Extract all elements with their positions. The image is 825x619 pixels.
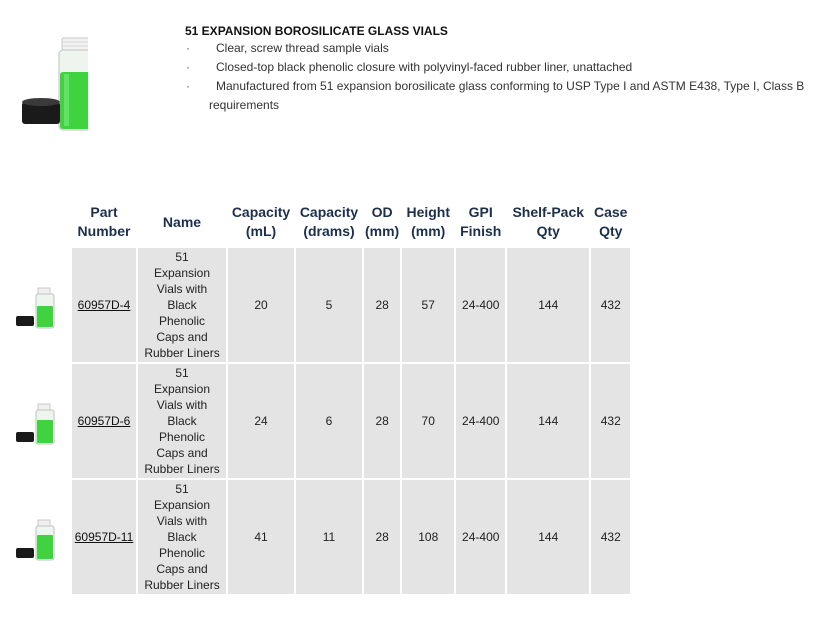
- capacity-drams-cell: 5: [296, 248, 362, 362]
- vial-with-cap-icon: [18, 30, 88, 132]
- bullet-icon: ·: [186, 41, 190, 55]
- part-number-link[interactable]: 60957D-11: [74, 530, 134, 544]
- table-row: [72, 248, 630, 362]
- height-cell: 108: [402, 480, 454, 594]
- shelf-pack-cell: 144: [507, 364, 589, 478]
- bullet-icon: ·: [186, 60, 190, 74]
- capacity-drams-cell: 11: [296, 480, 362, 594]
- col-gpi-finish: GPI Finish: [456, 198, 505, 246]
- product-intro: [185, 23, 815, 115]
- vial-thumbnail: [12, 516, 62, 564]
- shelf-pack-cell: 144: [507, 248, 589, 362]
- feature-list: [185, 39, 815, 115]
- col-od: OD (mm): [364, 198, 400, 246]
- vial-with-cap-icon: [12, 400, 62, 448]
- case-qty-cell: 432: [591, 248, 630, 362]
- table-row: [72, 480, 630, 594]
- vial-with-cap-icon: [12, 284, 62, 332]
- feature-item: · Clear, screw thread sample vials: [185, 39, 815, 58]
- col-part-number: Part Number: [72, 198, 136, 246]
- vial-with-cap-icon: [12, 516, 62, 564]
- height-cell: 57: [402, 248, 454, 362]
- capacity-ml-cell: 20: [228, 248, 294, 362]
- product-table: [70, 196, 632, 596]
- table-row: [72, 364, 630, 478]
- part-number-link[interactable]: 60957D-6: [77, 414, 131, 428]
- capacity-drams-cell: 6: [296, 364, 362, 478]
- gpi-finish-cell: 24-400: [456, 248, 505, 362]
- col-name: Name: [138, 198, 226, 246]
- product-title: 51 EXPANSION BOROSILICATE GLASS VIALS: [185, 24, 448, 38]
- capacity-ml-cell: 24: [228, 364, 294, 478]
- od-cell: 28: [364, 248, 400, 362]
- product-hero-image: [18, 30, 88, 132]
- capacity-ml-cell: 41: [228, 480, 294, 594]
- feature-item: · Manufactured from 51 expansion borosilicate glass conforming to USP Type I and ASTM E438, Type I, Class B requirements: [186, 79, 805, 112]
- vial-thumbnail: [12, 400, 62, 448]
- height-cell: 70: [402, 364, 454, 478]
- col-capacity-ml: Capacity (mL): [228, 198, 294, 246]
- col-capacity-drams: Capacity (drams): [296, 198, 362, 246]
- part-number-cell: [72, 364, 136, 478]
- gpi-finish-cell: 24-400: [456, 480, 505, 594]
- col-case-qty: Case Qty: [591, 198, 630, 246]
- table-header-row: [72, 198, 630, 246]
- name-cell: 51 Expansion Vials with Black Phenolic Caps and Rubber Liners: [138, 364, 226, 478]
- gpi-finish-cell: 24-400: [456, 364, 505, 478]
- name-cell: 51 Expansion Vials with Black Phenolic Caps and Rubber Liners: [138, 480, 226, 594]
- bullet-icon: ·: [186, 79, 190, 93]
- vial-thumbnail: [12, 284, 62, 332]
- case-qty-cell: 432: [591, 480, 630, 594]
- col-shelf-pack-qty: Shelf-Pack Qty: [507, 198, 589, 246]
- name-cell: 51 Expansion Vials with Black Phenolic Caps and Rubber Liners: [138, 248, 226, 362]
- part-number-cell: [72, 248, 136, 362]
- case-qty-cell: 432: [591, 364, 630, 478]
- col-height: Height (mm): [402, 198, 454, 246]
- od-cell: 28: [364, 480, 400, 594]
- od-cell: 28: [364, 364, 400, 478]
- part-number-link[interactable]: 60957D-4: [77, 298, 131, 312]
- part-number-cell: [72, 480, 136, 594]
- shelf-pack-cell: 144: [507, 480, 589, 594]
- feature-item: · Closed-top black phenolic closure with polyvinyl-faced rubber liner, unattached: [185, 58, 815, 77]
